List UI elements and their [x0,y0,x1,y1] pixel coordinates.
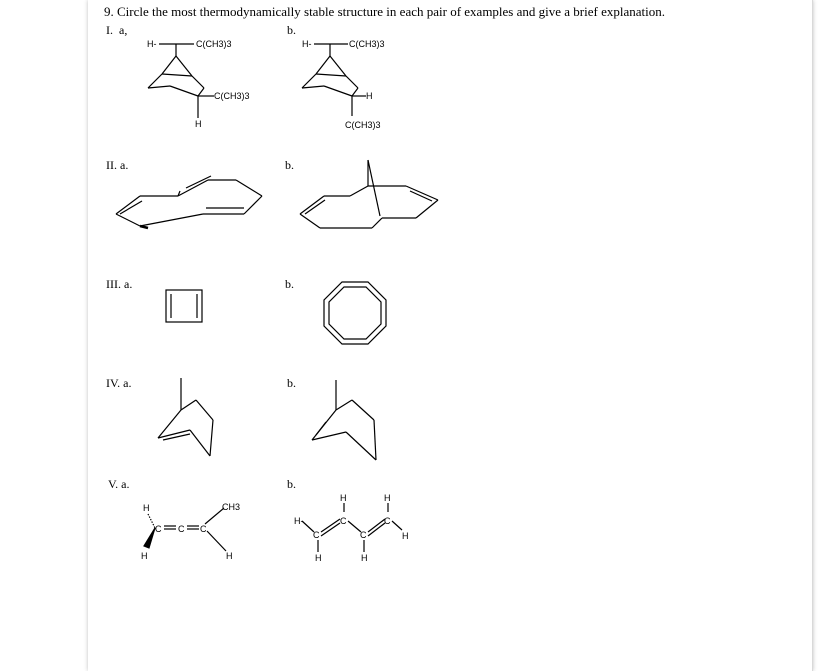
structure-ii-a [116,176,262,228]
atom-c: C [155,524,162,534]
structure-iii-a [166,290,202,322]
atom-h: H [340,493,347,503]
atom-tbutyl: C(CH3)3 [214,91,250,101]
structure-iii-b [324,282,386,344]
part-i-b-label: b. [287,23,296,37]
atom-c: C [200,524,207,534]
atom-tbutyl: C(CH3)3 [349,39,385,49]
part-v-b-label: b. [287,477,296,491]
structure-i-a [147,39,250,129]
atom-h: H [384,493,391,503]
part-ii-label: II. a. [106,158,129,172]
atom-c: C [384,516,391,526]
structure-i-b [302,39,385,130]
atom-h: H [226,551,233,561]
atom-c: C [360,530,367,540]
atom-h: H- [294,516,304,526]
atom-h: H- [302,39,312,49]
atom-c: C [178,524,185,534]
atom-h: H [366,91,373,101]
atom-h: H [195,119,202,129]
structure-iv-a [158,378,213,456]
structure-v-a [141,502,240,561]
structure-v-b [294,493,409,563]
atom-tbutyl: C(CH3)3 [345,120,381,130]
part-i-label: I. a, [106,23,128,37]
atom-h: H- [147,39,157,49]
part-iv-label: IV. a. [106,376,132,390]
atom-h: H [143,503,150,513]
atom-c: C [313,530,320,540]
atom-h: H [141,551,148,561]
structure-iv-b [312,380,376,460]
part-iii-b-label: b. [285,277,294,291]
structure-ii-b [300,160,438,228]
question-text: 9. Circle the most thermodynamically stable structure in each pair of examples and give a brief explanation. [104,4,665,19]
atom-h: H [361,553,368,563]
part-ii-b-label: b. [285,158,294,172]
atom-ch3: CH3 [222,502,241,512]
atom-h: H [402,531,409,541]
part-iv-b-label: b. [287,376,296,390]
atom-tbutyl: C(CH3)3 [196,39,232,49]
atom-h: H [315,553,322,563]
part-iii-label: III. a. [106,277,133,291]
part-v-label: V. a. [108,477,130,491]
atom-c: C [340,516,347,526]
